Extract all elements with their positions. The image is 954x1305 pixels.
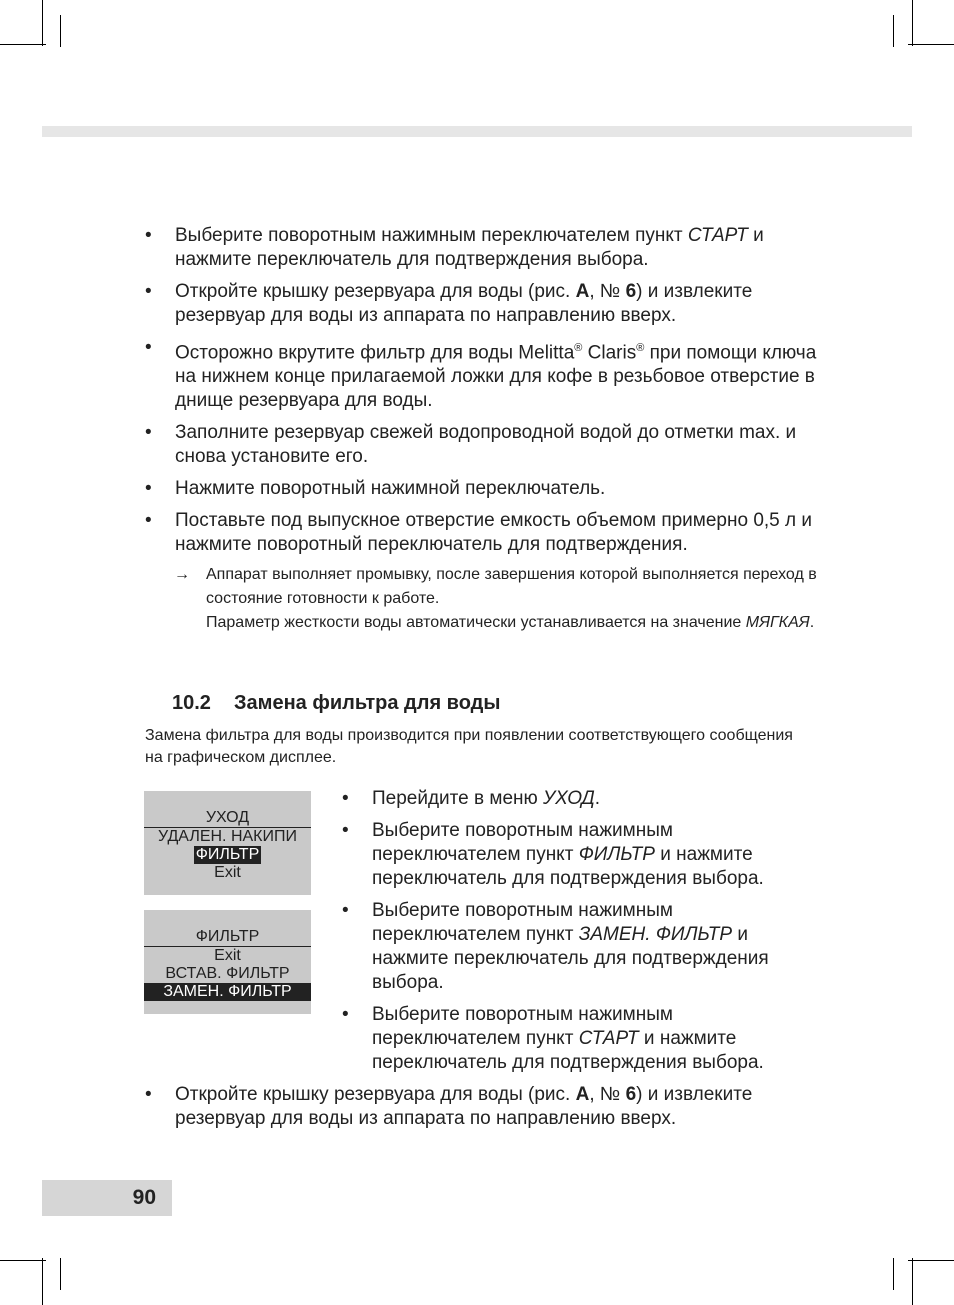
crop-mark (893, 1258, 894, 1290)
instruction-list (342, 787, 812, 1083)
display-menu-item: Exit (214, 864, 241, 881)
intro-text: Замена фильтра для воды производится при появлении соответствующего сообщения на графическом дисплее. (145, 727, 793, 766)
crop-mark (42, 1258, 43, 1305)
page-number: 90 (42, 1180, 172, 1216)
display-menu-item-selected: ЗАМЕН. ФИЛЬТР (144, 983, 311, 1001)
display-title: УХОД (144, 791, 311, 828)
crop-mark (893, 15, 894, 47)
result-line: Аппарат выполняет промывку, после завершения которой выполняется переход в состояние готовности к работе. (206, 566, 817, 607)
list-item: • Перейдите в меню УХОД. (342, 787, 812, 811)
crop-mark (908, 44, 954, 45)
crop-mark (0, 1260, 46, 1261)
arrow-right-icon: → (174, 566, 190, 583)
display-screen (144, 791, 311, 895)
list-item: • Выберите поворотным нажимным переключателем пункт ФИЛЬТР и нажмите переключатель для подтверждения выбора. (342, 819, 812, 891)
section-heading: 10.2 Замена фильтра для воды (172, 692, 501, 714)
result-line: Параметр жесткости воды автоматически устанавливается на значение МЯГКАЯ. (206, 614, 815, 631)
crop-mark (912, 1258, 913, 1305)
display-menu-item: ВСТАВ. ФИЛЬТР (165, 965, 290, 982)
list-item: • Выберите поворотным нажимным переключателем пункт СТАРТ и нажмите переключатель для подтверждения выбора. (342, 1003, 812, 1075)
list-item: • Откройте крышку резервуара для воды (рис. A, № 6) и извлеките резервуар для воды из аппарата по направлению вверх. (145, 1083, 825, 1131)
list-item: • Нажмите поворотный нажимной переключатель. (145, 477, 825, 501)
result-note (174, 563, 824, 635)
crop-mark (60, 15, 61, 47)
crop-mark (0, 44, 46, 45)
display-screen (144, 910, 311, 1014)
instruction-list (145, 224, 825, 565)
list-item: • Заполните резервуар свежей водопроводной водой до отметки max. и снова установите его. (145, 421, 825, 469)
list-item: • Поставьте под выпускное отверстие емкость объемом примерно 0,5 л и нажмите поворотный переключатель для подтверждения. (145, 509, 825, 557)
display-menu-item: Exit (214, 947, 241, 964)
header-bar (42, 126, 912, 137)
crop-mark (42, 0, 43, 46)
instruction-list (145, 1083, 825, 1139)
list-item: • Осторожно вкрутите фильтр для воды Melitta® Claris® при помощи ключа на нижнем конце прилагаемой ложки для кофе в резьбовое отверстие в днище резервуара для воды. (145, 336, 825, 413)
crop-mark (912, 0, 913, 46)
crop-mark (908, 1260, 954, 1261)
list-item: • Выберите поворотным нажимным переключателем пункт СТАРТ и нажмите переключатель для подтверждения выбора. (145, 224, 825, 272)
display-title: ФИЛЬТР (144, 910, 311, 947)
list-item: • Откройте крышку резервуара для воды (рис. A, № 6) и извлеките резервуар для воды из аппарата по направлению вверх. (145, 280, 825, 328)
display-menu-item: УДАЛЕН. НАКИПИ (158, 828, 297, 845)
list-item: • Выберите поворотным нажимным переключателем пункт ЗАМЕН. ФИЛЬТР и нажмите переключатель для подтверждения выбора. (342, 899, 812, 995)
crop-mark (60, 1258, 61, 1290)
display-menu-item-selected: ФИЛЬТР (195, 846, 260, 863)
